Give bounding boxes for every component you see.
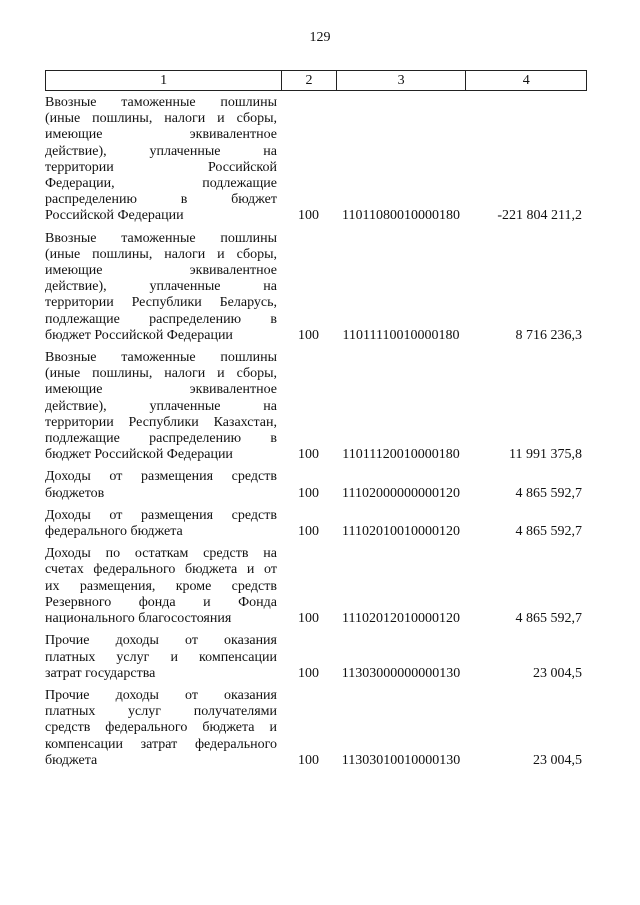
table-row: [45, 688, 587, 769]
table-row: [45, 508, 587, 540]
row-description: [45, 350, 281, 463]
table-row: [45, 546, 587, 627]
row-code-budget: 11011110010000180: [342, 327, 460, 343]
row-description: [45, 95, 281, 225]
description-line: подлежащие распределению в: [45, 431, 277, 447]
description-line: действие), уплаченные на: [45, 398, 277, 414]
row-description: [45, 688, 281, 769]
description-line: платных услуг и компенсации: [45, 649, 277, 665]
row-code-admin: 100: [298, 485, 319, 501]
row-amount: 11 991 375,8: [509, 447, 582, 463]
row-amount: 4 865 592,7: [515, 524, 582, 540]
description-line: имеющие эквивалентное: [45, 263, 277, 279]
row-amount: 23 004,5: [533, 752, 582, 768]
row-amount: -221 804 211,2: [497, 208, 582, 224]
description-line: территории Республики Беларусь,: [45, 295, 277, 311]
table-row: [45, 95, 587, 225]
description-line: бюджет Российской Федерации: [45, 327, 233, 343]
description-line: Российской Федерации: [45, 208, 184, 224]
page-number: 129: [309, 30, 331, 45]
row-code-admin: 100: [298, 611, 319, 627]
row-code-budget: 11011080010000180: [342, 208, 460, 224]
description-line: бюджет Российской Федерации: [45, 447, 233, 463]
description-line: действие), уплаченные на: [45, 143, 277, 159]
row-description: [45, 508, 281, 540]
row-code-admin: 100: [298, 447, 319, 463]
description-line: национального благосостояния: [45, 611, 232, 627]
description-line: имеющие эквивалентное: [45, 127, 277, 143]
description-line: территории Российской: [45, 159, 277, 175]
table-body: [45, 95, 587, 775]
header-col-4: 4: [522, 72, 530, 88]
row-code-budget: 11102012010000120: [342, 611, 460, 627]
description-line: распределению в бюджет: [45, 192, 277, 208]
table-row: [45, 231, 587, 344]
description-line: бюджетов: [45, 485, 105, 501]
description-line: действие), уплаченные на: [45, 279, 277, 295]
table-row: [45, 469, 587, 501]
description-line: компенсации затрат федерального: [45, 736, 277, 752]
description-line: их размещения, кроме средств: [45, 578, 277, 594]
description-line: Доходы по остаткам средств на: [45, 546, 277, 562]
description-line: Резервного фонда и Фонда: [45, 594, 277, 610]
row-code-admin: 100: [298, 208, 319, 224]
description-line: Федерации, подлежащие: [45, 176, 277, 192]
description-line: Ввозные таможенные пошлины: [45, 230, 277, 246]
row-amount: 8 716 236,3: [515, 327, 582, 343]
description-line: Ввозные таможенные пошлины: [45, 350, 277, 366]
description-line: Доходы от размещения средств: [45, 469, 277, 485]
row-code-budget: 11102010010000120: [342, 524, 460, 540]
description-line: средств федерального бюджета и: [45, 720, 277, 736]
row-amount: 4 865 592,7: [515, 611, 582, 627]
description-line: Доходы от размещения средств: [45, 507, 277, 523]
table-row: [45, 350, 587, 463]
description-line: (иные пошлины, налоги и сборы,: [45, 366, 277, 382]
row-code-admin: 100: [298, 752, 319, 768]
row-code-budget: 11303010010000130: [341, 752, 461, 768]
description-line: имеющие эквивалентное: [45, 382, 277, 398]
row-description: [45, 633, 281, 682]
row-code-admin: 100: [298, 524, 319, 540]
table-row: [45, 633, 587, 682]
description-line: территории Республики Казахстан,: [45, 414, 277, 430]
row-amount: 4 865 592,7: [515, 485, 582, 501]
description-line: (иные пошлины, налоги и сборы,: [45, 111, 277, 127]
row-code-budget: 11303000000000130: [341, 665, 461, 681]
row-description: [45, 231, 281, 344]
description-line: подлежащие распределению в: [45, 311, 277, 327]
row-code-budget: 11102000000000120: [342, 485, 460, 501]
header-col-3: 3: [337, 71, 467, 90]
description-line: Ввозные таможенные пошлины: [45, 95, 277, 110]
row-description: [45, 546, 281, 627]
row-amount: 23 004,5: [533, 665, 582, 681]
description-line: платных услуг получателями: [45, 704, 277, 720]
description-line: федерального бюджета: [45, 524, 183, 540]
row-description: [45, 469, 281, 501]
table-header: [45, 70, 587, 91]
description-line: бюджета: [45, 752, 98, 768]
row-code-admin: 100: [298, 665, 319, 681]
row-code-admin: 100: [298, 327, 319, 343]
description-line: затрат государства: [45, 665, 156, 681]
header-col-1: 1: [46, 71, 282, 90]
row-code-budget: 11011120010000180: [342, 447, 460, 463]
description-line: счетах федерального бюджета и от: [45, 562, 277, 578]
header-col-2: 2: [282, 71, 337, 90]
description-line: (иные пошлины, налоги и сборы,: [45, 246, 277, 262]
description-line: Прочие доходы от оказания: [45, 633, 277, 649]
description-line: Прочие доходы от оказания: [45, 687, 277, 703]
